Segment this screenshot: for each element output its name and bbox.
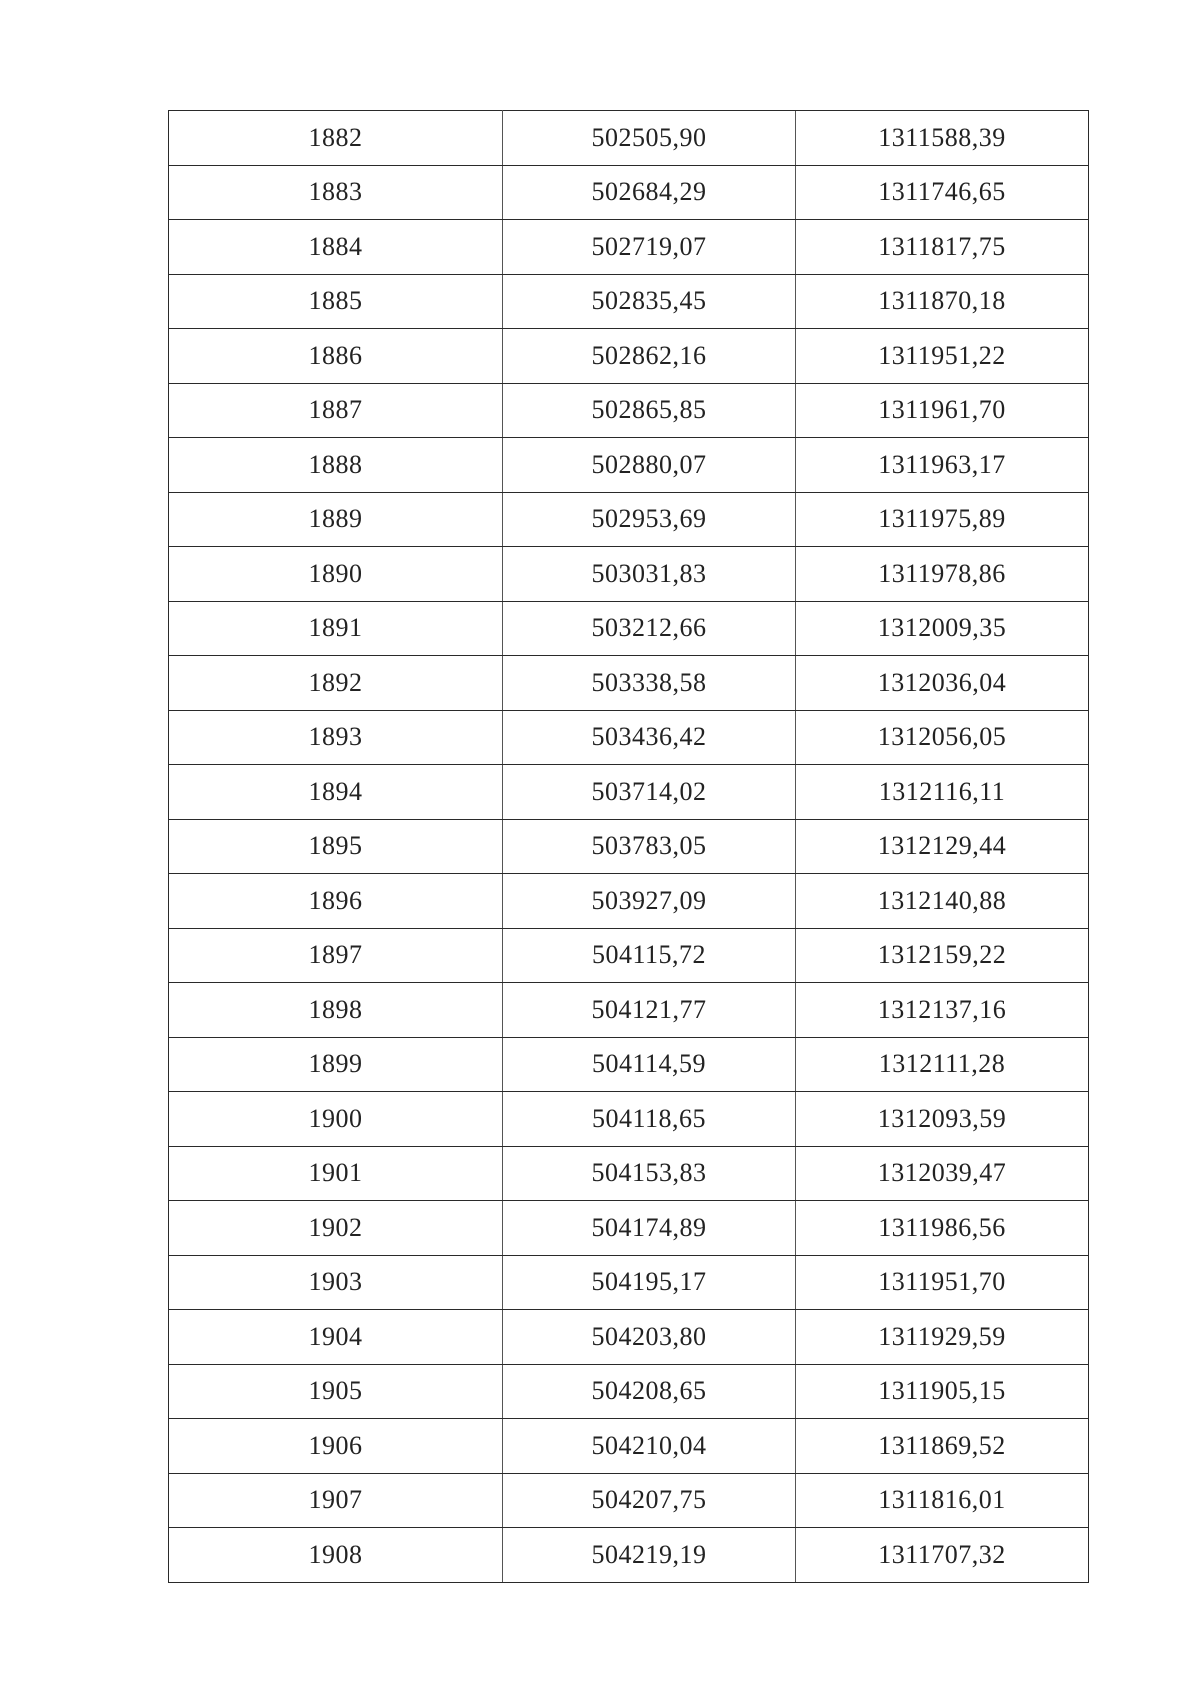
x-coordinate-cell: 504195,17 [503,1255,796,1310]
table-row [169,1037,1089,1092]
x-coordinate-cell: 504210,04 [503,1419,796,1474]
x-coordinate-cell: 503714,02 [503,765,796,820]
y-coordinate-cell: 1312116,11 [796,765,1089,820]
x-coordinate-cell: 504174,89 [503,1201,796,1256]
y-coordinate-cell: 1312137,16 [796,983,1089,1038]
y-coordinate-cell: 1312111,28 [796,1037,1089,1092]
x-coordinate-cell: 502862,16 [503,329,796,384]
point-number-cell: 1899 [169,1037,503,1092]
y-coordinate-cell: 1311707,32 [796,1528,1089,1583]
x-coordinate-cell: 503212,66 [503,601,796,656]
point-number-cell: 1882 [169,111,503,166]
point-number-cell: 1886 [169,329,503,384]
table-row [169,220,1089,275]
point-number-cell: 1901 [169,1146,503,1201]
x-coordinate-cell: 503338,58 [503,656,796,711]
table-row [169,111,1089,166]
point-number-cell: 1903 [169,1255,503,1310]
x-coordinate-cell: 502505,90 [503,111,796,166]
point-number-cell: 1894 [169,765,503,820]
y-coordinate-cell: 1312140,88 [796,874,1089,929]
table-row [169,928,1089,983]
point-number-cell: 1895 [169,819,503,874]
table-row [169,1419,1089,1474]
y-coordinate-cell: 1311870,18 [796,274,1089,329]
table-row [169,819,1089,874]
table-row [169,765,1089,820]
x-coordinate-cell: 504153,83 [503,1146,796,1201]
y-coordinate-cell: 1311978,86 [796,547,1089,602]
x-coordinate-cell: 504118,65 [503,1092,796,1147]
y-coordinate-cell: 1312009,35 [796,601,1089,656]
y-coordinate-cell: 1311951,70 [796,1255,1089,1310]
table-row [169,1092,1089,1147]
point-number-cell: 1883 [169,165,503,220]
table-row [169,710,1089,765]
x-coordinate-cell: 504203,80 [503,1310,796,1365]
point-number-cell: 1888 [169,438,503,493]
table-row [169,1201,1089,1256]
point-number-cell: 1892 [169,656,503,711]
x-coordinate-cell: 504207,75 [503,1473,796,1528]
x-coordinate-cell: 503031,83 [503,547,796,602]
y-coordinate-cell: 1311975,89 [796,492,1089,547]
table-row [169,1255,1089,1310]
table-row [169,492,1089,547]
point-number-cell: 1889 [169,492,503,547]
x-coordinate-cell: 504219,19 [503,1528,796,1583]
table-row [169,656,1089,711]
point-number-cell: 1885 [169,274,503,329]
point-number-cell: 1897 [169,928,503,983]
table-row [169,874,1089,929]
y-coordinate-cell: 1312036,04 [796,656,1089,711]
table-row [169,1528,1089,1583]
x-coordinate-cell: 504208,65 [503,1364,796,1419]
x-coordinate-cell: 503927,09 [503,874,796,929]
x-coordinate-cell: 502684,29 [503,165,796,220]
y-coordinate-cell: 1312039,47 [796,1146,1089,1201]
x-coordinate-cell: 504121,77 [503,983,796,1038]
table-row [169,1146,1089,1201]
x-coordinate-cell: 502953,69 [503,492,796,547]
point-number-cell: 1884 [169,220,503,275]
x-coordinate-cell: 504114,59 [503,1037,796,1092]
point-number-cell: 1898 [169,983,503,1038]
table-row [169,601,1089,656]
y-coordinate-cell: 1311929,59 [796,1310,1089,1365]
y-coordinate-cell: 1312159,22 [796,928,1089,983]
y-coordinate-cell: 1311905,15 [796,1364,1089,1419]
y-coordinate-cell: 1312056,05 [796,710,1089,765]
y-coordinate-cell: 1311869,52 [796,1419,1089,1474]
coordinates-table-body [169,111,1089,1583]
table-row [169,1473,1089,1528]
table-row [169,1310,1089,1365]
y-coordinate-cell: 1312093,59 [796,1092,1089,1147]
point-number-cell: 1893 [169,710,503,765]
coordinates-table [168,110,1089,1583]
point-number-cell: 1904 [169,1310,503,1365]
y-coordinate-cell: 1311986,56 [796,1201,1089,1256]
point-number-cell: 1887 [169,383,503,438]
y-coordinate-cell: 1312129,44 [796,819,1089,874]
point-number-cell: 1900 [169,1092,503,1147]
y-coordinate-cell: 1311963,17 [796,438,1089,493]
point-number-cell: 1906 [169,1419,503,1474]
x-coordinate-cell: 503436,42 [503,710,796,765]
y-coordinate-cell: 1311588,39 [796,111,1089,166]
table-row [169,1364,1089,1419]
table-row [169,383,1089,438]
x-coordinate-cell: 502865,85 [503,383,796,438]
table-row [169,274,1089,329]
x-coordinate-cell: 503783,05 [503,819,796,874]
point-number-cell: 1907 [169,1473,503,1528]
table-row [169,329,1089,384]
point-number-cell: 1896 [169,874,503,929]
y-coordinate-cell: 1311746,65 [796,165,1089,220]
table-row [169,438,1089,493]
y-coordinate-cell: 1311961,70 [796,383,1089,438]
point-number-cell: 1890 [169,547,503,602]
table-row [169,547,1089,602]
y-coordinate-cell: 1311951,22 [796,329,1089,384]
x-coordinate-cell: 502880,07 [503,438,796,493]
point-number-cell: 1891 [169,601,503,656]
y-coordinate-cell: 1311817,75 [796,220,1089,275]
point-number-cell: 1905 [169,1364,503,1419]
point-number-cell: 1908 [169,1528,503,1583]
y-coordinate-cell: 1311816,01 [796,1473,1089,1528]
table-row [169,983,1089,1038]
table-row [169,165,1089,220]
x-coordinate-cell: 504115,72 [503,928,796,983]
point-number-cell: 1902 [169,1201,503,1256]
x-coordinate-cell: 502835,45 [503,274,796,329]
x-coordinate-cell: 502719,07 [503,220,796,275]
